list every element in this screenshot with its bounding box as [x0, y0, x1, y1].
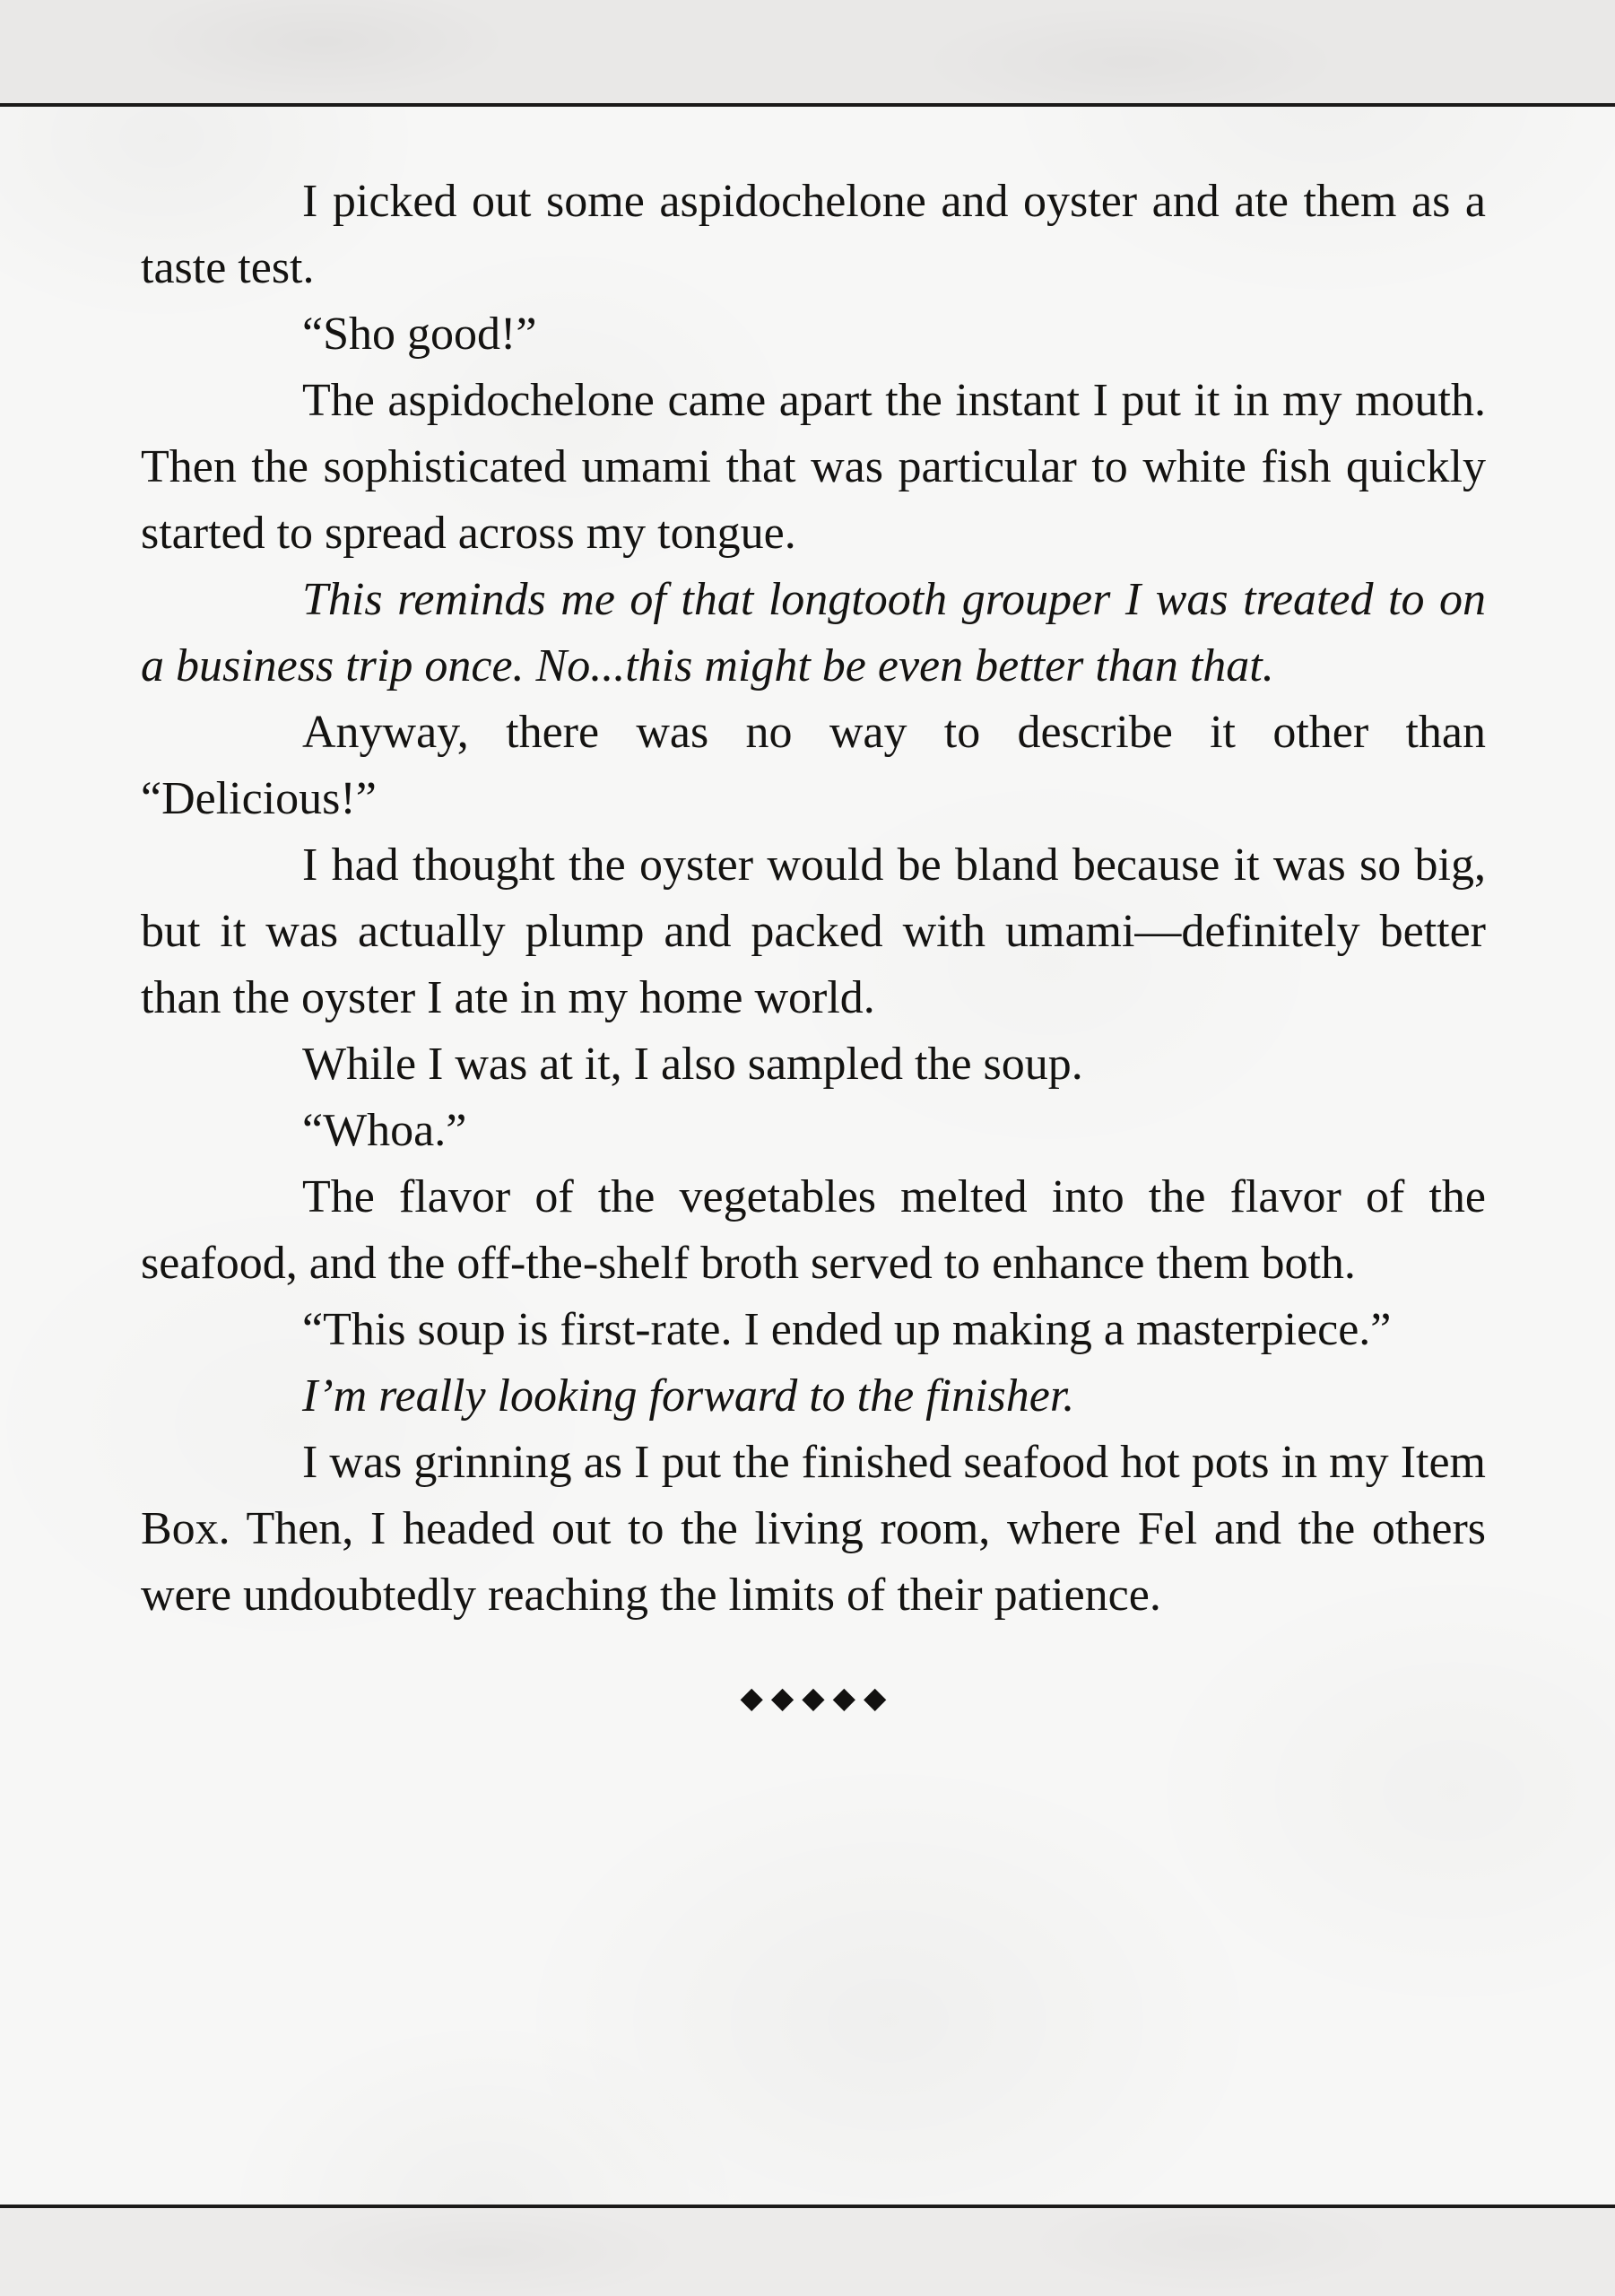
page-body-text: [141, 169, 1486, 1717]
paragraph: I was grinning as I put the finished seafood hot pots in my Item Box. Then, I headed out to the living room, where Fel and the others were undoubtedly reaching the limits of their patience.: [141, 1437, 1486, 1621]
scene-break-divider: ◆◆◆◆◆: [740, 1683, 895, 1715]
paragraph: The flavor of the vegetables melted into the flavor of the seafood, and the off-the-shelf broth served to enhance them both.: [141, 1171, 1486, 1289]
inner-monologue-paragraph: I’m really looking forward to the finisher.: [302, 1370, 1075, 1422]
paragraph: Anyway, there was no way to describe it other than “Delicious!”: [141, 707, 1486, 824]
page-top-band: [0, 0, 1615, 107]
paragraph: The aspidochelone came apart the instant I put it in my mouth. Then the sophisticated umami that was particular to white fish quickly started to spread across my tongue.: [141, 375, 1486, 559]
page-bottom-band: [0, 2205, 1615, 2296]
paragraph: I had thought the oyster would be bland because it was so big, but it was actually plump and packed with umami—definitely better than the oyster I ate in my home world.: [141, 839, 1486, 1023]
dialogue-paragraph: “Sho good!”: [302, 309, 537, 360]
inner-monologue-paragraph: This reminds me of that longtooth grouper I was treated to on a business trip once. No...this might be even better than that.: [141, 574, 1486, 691]
paragraph: While I was at it, I also sampled the soup.: [302, 1039, 1083, 1090]
dialogue-paragraph: “Whoa.”: [302, 1105, 467, 1156]
paragraph: I picked out some aspidochelone and oyster and ate them as a taste test.: [141, 176, 1486, 293]
dialogue-paragraph: “This soup is first-rate. I ended up making a masterpiece.”: [302, 1304, 1392, 1355]
